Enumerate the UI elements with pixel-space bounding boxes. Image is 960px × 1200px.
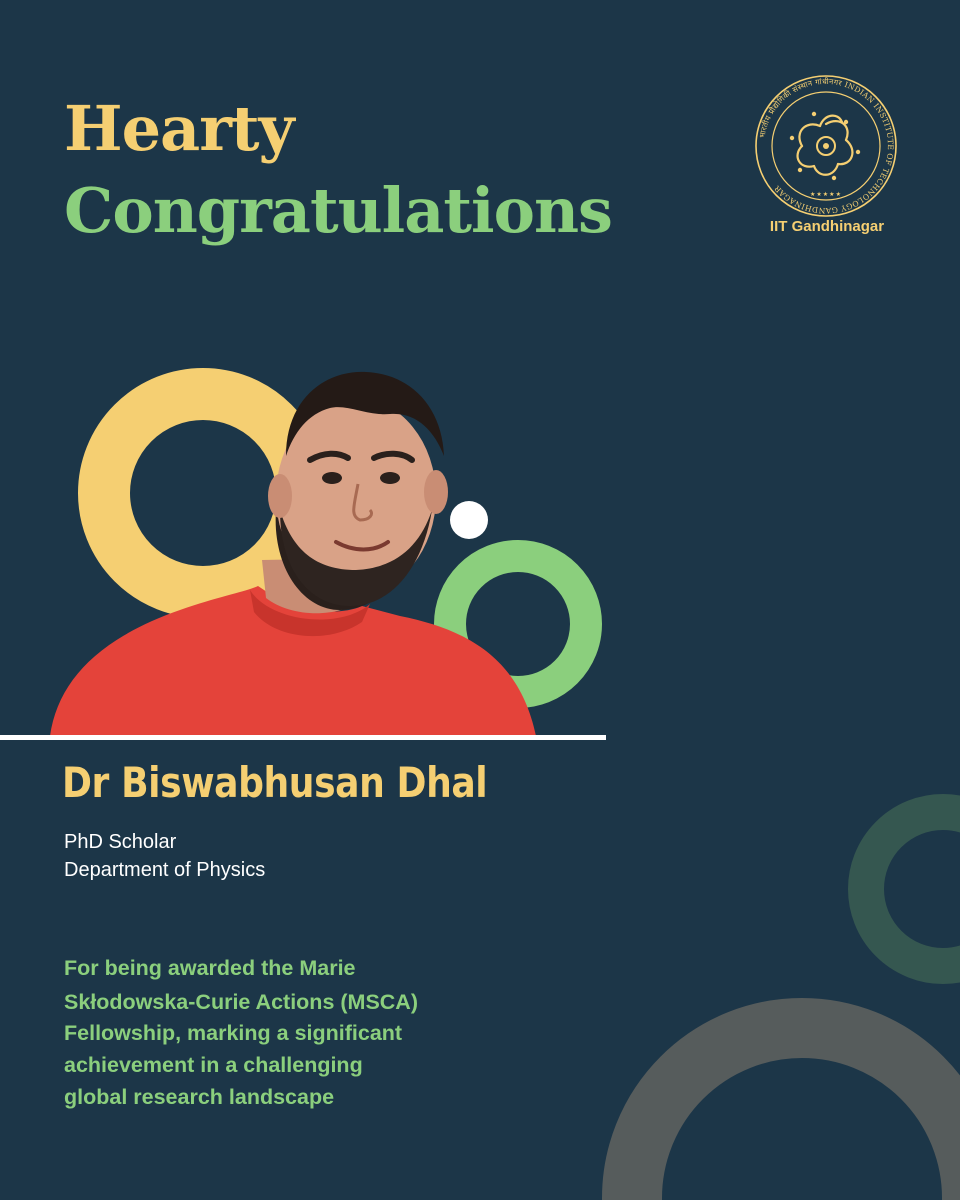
recipient-department: Department of Physics — [64, 859, 266, 881]
citation-line: For being awarded the Marie — [64, 956, 356, 980]
citation-line: global research landscape — [64, 1085, 335, 1109]
citation-line: achievement in a challenging — [64, 1053, 363, 1077]
citation-line: Skłodowska-Curie Actions (MSCA) — [64, 990, 418, 1014]
recipient-name: Dr Biswabhusan Dhal — [62, 758, 488, 807]
logo-caption: IIT Gandhinagar — [769, 218, 885, 235]
title-congratulations: Congratulations — [64, 174, 612, 247]
svg-text:भारतीय प्रौद्योगिकी संस्थान गा: भारतीय प्रौद्योगिकी संस्थान गांधीनगर INDIAN INSTITUTE OF TECHNOLOGY GANDHINAGAR — [757, 76, 896, 216]
citation-line: Fellowship, marking a significant — [64, 1021, 403, 1045]
teal-ring-decoration — [848, 794, 960, 984]
title-hearty: Hearty — [64, 92, 294, 165]
gray-ring-decoration — [602, 998, 960, 1200]
recipient-role: PhD Scholar — [64, 831, 177, 853]
iitgn-seal-logo — [754, 74, 898, 224]
recipient-photo — [40, 360, 560, 736]
svg-text:★★★★★: ★★★★★ — [810, 191, 842, 198]
white-divider-line — [0, 735, 606, 740]
